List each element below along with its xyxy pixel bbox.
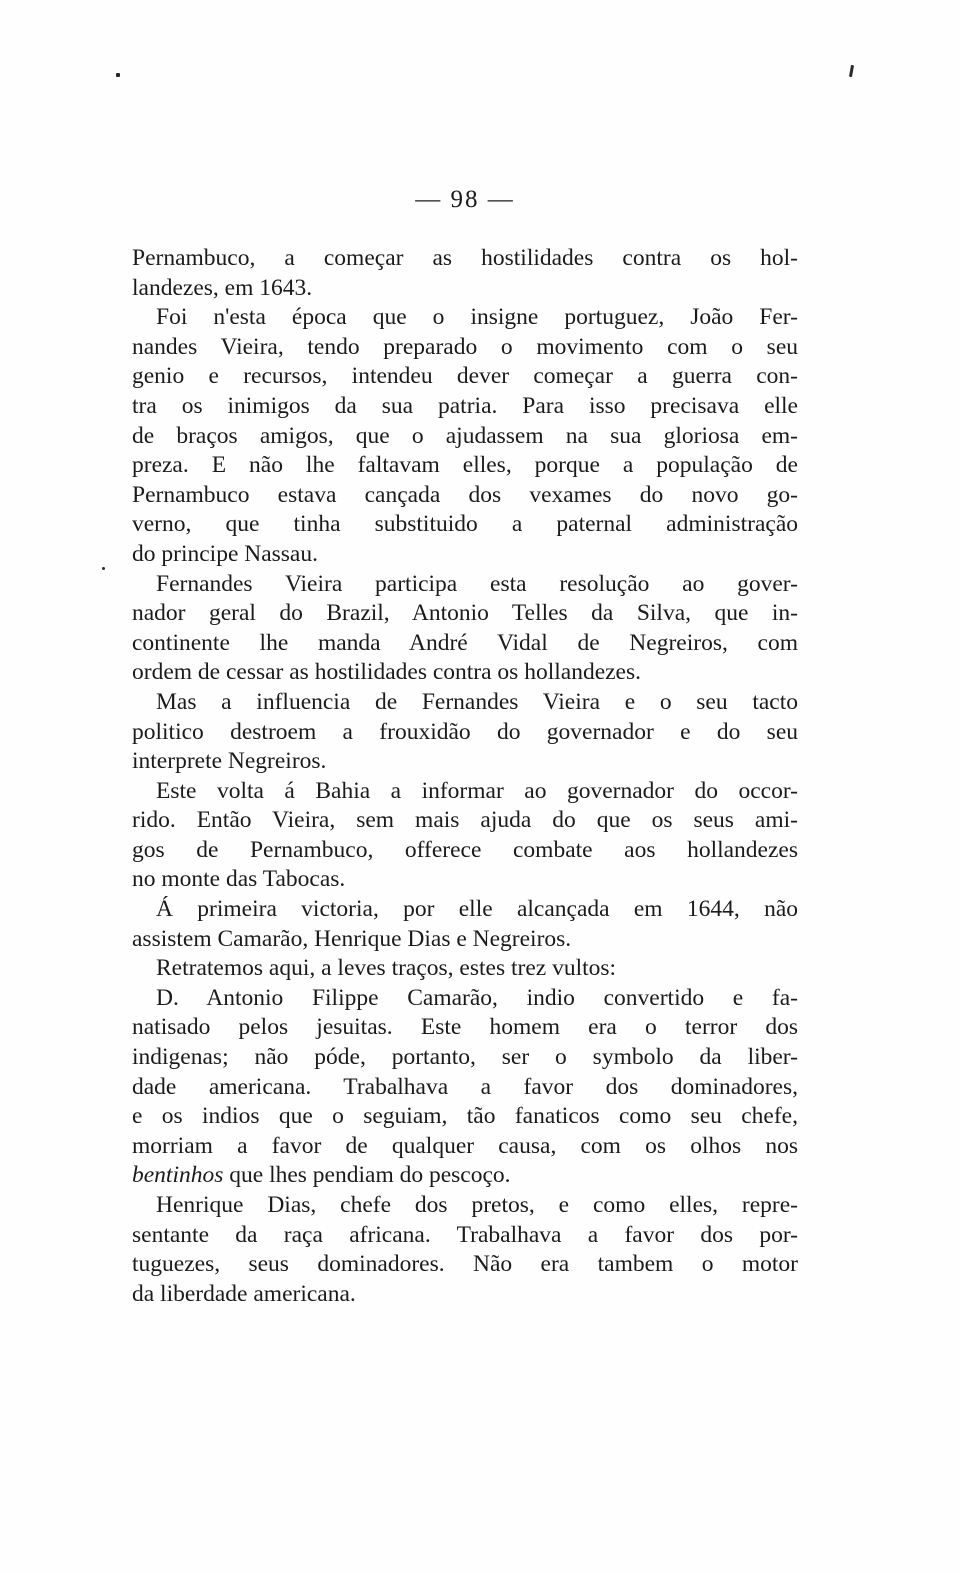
text-line: Este volta á Bahia a informar ao governador do occor-: [156, 777, 798, 804]
text-line: tuguezes, seus dominadores. Não era tambem o motor: [132, 1251, 798, 1278]
text-line: [132, 1161, 798, 1191]
text-line: dade americana. Trabalhava a favor dos dominadores,: [132, 1073, 798, 1100]
text-line: politico destroem a frouxidão do governador e do seu: [132, 718, 798, 745]
scan-speck-left-margin: [102, 567, 105, 570]
text-line: interprete Negreiros.: [132, 748, 327, 775]
italic-word: bentinhos: [132, 1162, 224, 1189]
scan-speck-top-left: [116, 73, 120, 77]
text-line: genio e recursos, intendeu dever começar a guerra con-: [132, 363, 798, 390]
text-segment: que lhes pendiam do pescoço.: [223, 1162, 511, 1189]
text-line: e os indios que o seguiam, tão fanaticos como seu chefe,: [132, 1103, 798, 1130]
text-line: Henrique Dias, chefe dos pretos, e como elles, repre-: [156, 1192, 798, 1218]
page-number-header: — 98 —: [415, 186, 515, 213]
text-line: do principe Nassau.: [132, 540, 318, 567]
text-line: ordem de cessar as hostilidades contra os hollandezes.: [132, 659, 642, 686]
text-line: Retratemos aqui, a leves traços, estes trez vultos:: [156, 955, 617, 982]
text-line: Á primeira victoria, por elle alcançada em 1644, não: [156, 896, 798, 923]
scan-speck-top-right: [849, 65, 854, 77]
body-text-block: [132, 244, 798, 1309]
text-line: sentante da raça africana. Trabalhava a favor dos por-: [132, 1221, 798, 1248]
text-line: Foi n'esta época que o insigne portuguez, João Fer-: [156, 304, 798, 331]
text-line: Pernambuco, a começar as hostilidades contra os hol-: [132, 245, 798, 271]
text-line: D. Antonio Filippe Camarão, indio convertido e fa-: [156, 984, 798, 1011]
text-line: assistem Camarão, Henrique Dias e Negreiros.: [132, 925, 572, 952]
text-line: indigenas; não póde, portanto, ser o symbolo da liber-: [132, 1044, 798, 1071]
text-line: de braços amigos, que o ajudassem na sua gloriosa em-: [132, 422, 798, 449]
text-line: Fernandes Vieira participa esta resolução ao gover-: [156, 570, 798, 597]
text-line: preza. E não lhe faltavam elles, porque a população de: [132, 452, 798, 479]
text-line: continente lhe manda André Vidal de Negreiros, com: [132, 629, 798, 656]
text-line: no monte das Tabocas.: [132, 866, 346, 893]
text-line: nador geral do Brazil, Antonio Telles da Silva, que in-: [132, 600, 798, 627]
text-line: nandes Vieira, tendo preparado o movimento com o seu: [132, 333, 798, 360]
text-line: gos de Pernambuco, offerece combate aos hollandezes: [132, 836, 798, 863]
text-line: da liberdade americana.: [132, 1280, 356, 1307]
text-line: Mas a influencia de Fernandes Vieira e o seu tacto: [156, 688, 798, 715]
text-line: tra os inimigos da sua patria. Para isso precisava elle: [132, 392, 798, 419]
text-line: morriam a favor de qualquer causa, com os olhos nos: [132, 1132, 798, 1159]
text-line: Pernambuco estava cançada dos vexames do novo go-: [132, 481, 798, 508]
text-line: natisado pelos jesuitas. Este homem era o terror dos: [132, 1014, 798, 1041]
text-line: rido. Então Vieira, sem mais ajuda do que os seus ami-: [132, 807, 798, 834]
text-line: landezes, em 1643.: [132, 274, 313, 301]
text-line: verno, que tinha substituido a paternal administração: [132, 511, 798, 538]
